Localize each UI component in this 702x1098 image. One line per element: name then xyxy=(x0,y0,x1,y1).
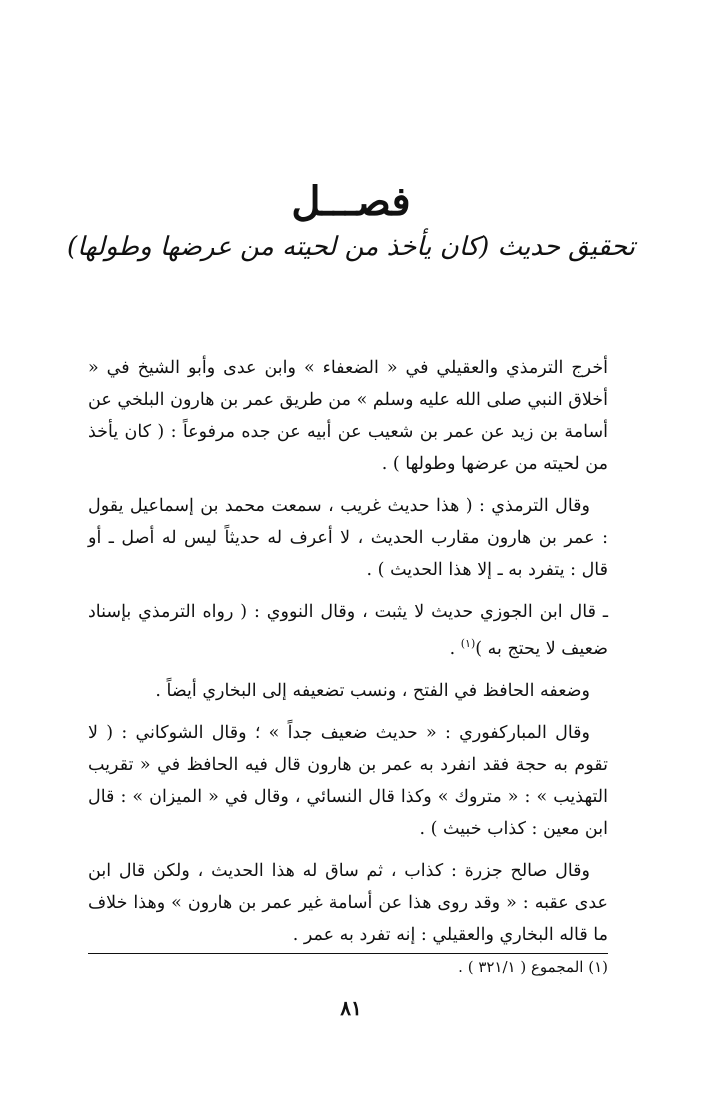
paragraph-tail: . xyxy=(449,638,461,659)
body-text xyxy=(88,352,608,961)
footnote-marker: (١) xyxy=(460,637,476,650)
paragraph: وقال صالح جزرة : كذاب ، ثم ساق له هذا الحديث ، ولكن قال ابن عدى عقبه : « وقد روى هذا عن أسامة غير عمر بن هارون » وهذا خلاف ما قاله البخاري والعقيلي : إنه تفرد به عمر . xyxy=(88,860,608,945)
paragraph-text: ـ قال ابن الجوزي حديث لا يثبت ، وقال النووي : ( رواه الترمذي بإسناد ضعيف لا يحتج به ) xyxy=(88,602,608,659)
footnote: (١) المجموع ( ٣٢١/١ ) . xyxy=(458,958,608,976)
chapter-title: فصـــل xyxy=(291,178,411,225)
paragraph: أخرج الترمذي والعقيلي في « الضعفاء » وابن عدى وأبو الشيخ في « أخلاق النبي صلى الله عليه وسلم » من طريق عمر بن هارون البلخي عن أسامة بن زيد عن عمر بن شعيب عن أبيه عن جده مرفوعاً : ( كان يأخذ من لحيته من عرضها وطولها ) . xyxy=(88,358,608,474)
paragraph xyxy=(88,596,608,665)
paragraph: وقال الترمذي : ( هذا حديث غريب ، سمعت محمد بن إسماعيل يقول : عمر بن هارون مقارب الحديث ، لا أعرف له حديثاً ليس له أصل ـ أو قال : يتفرد به ـ إلا هذا الحديث ) . xyxy=(88,496,608,580)
paragraph: وقال المباركفوري : « حديث ضعيف جداً » ؛ وقال الشوكاني : ( لا تقوم به حجة فقد انفرد به عمر بن هارون قال فيه الحافظ في « تقريب التهذيب » : « متروك » وكذا قال النسائي ، وقال في « الميزان » : قال ابن معين : كذاب خبيث ) . xyxy=(88,722,608,839)
chapter-subtitle: تحقيق حديث (كان يأخذ من لحيته من عرضها وطولها) xyxy=(67,232,635,262)
footnote-divider xyxy=(88,953,608,954)
paragraph: وضعفه الحافظ في الفتح ، ونسب تضعيفه إلى البخاري أيضاً . xyxy=(155,680,590,701)
page-number: ٨١ xyxy=(340,996,362,1020)
